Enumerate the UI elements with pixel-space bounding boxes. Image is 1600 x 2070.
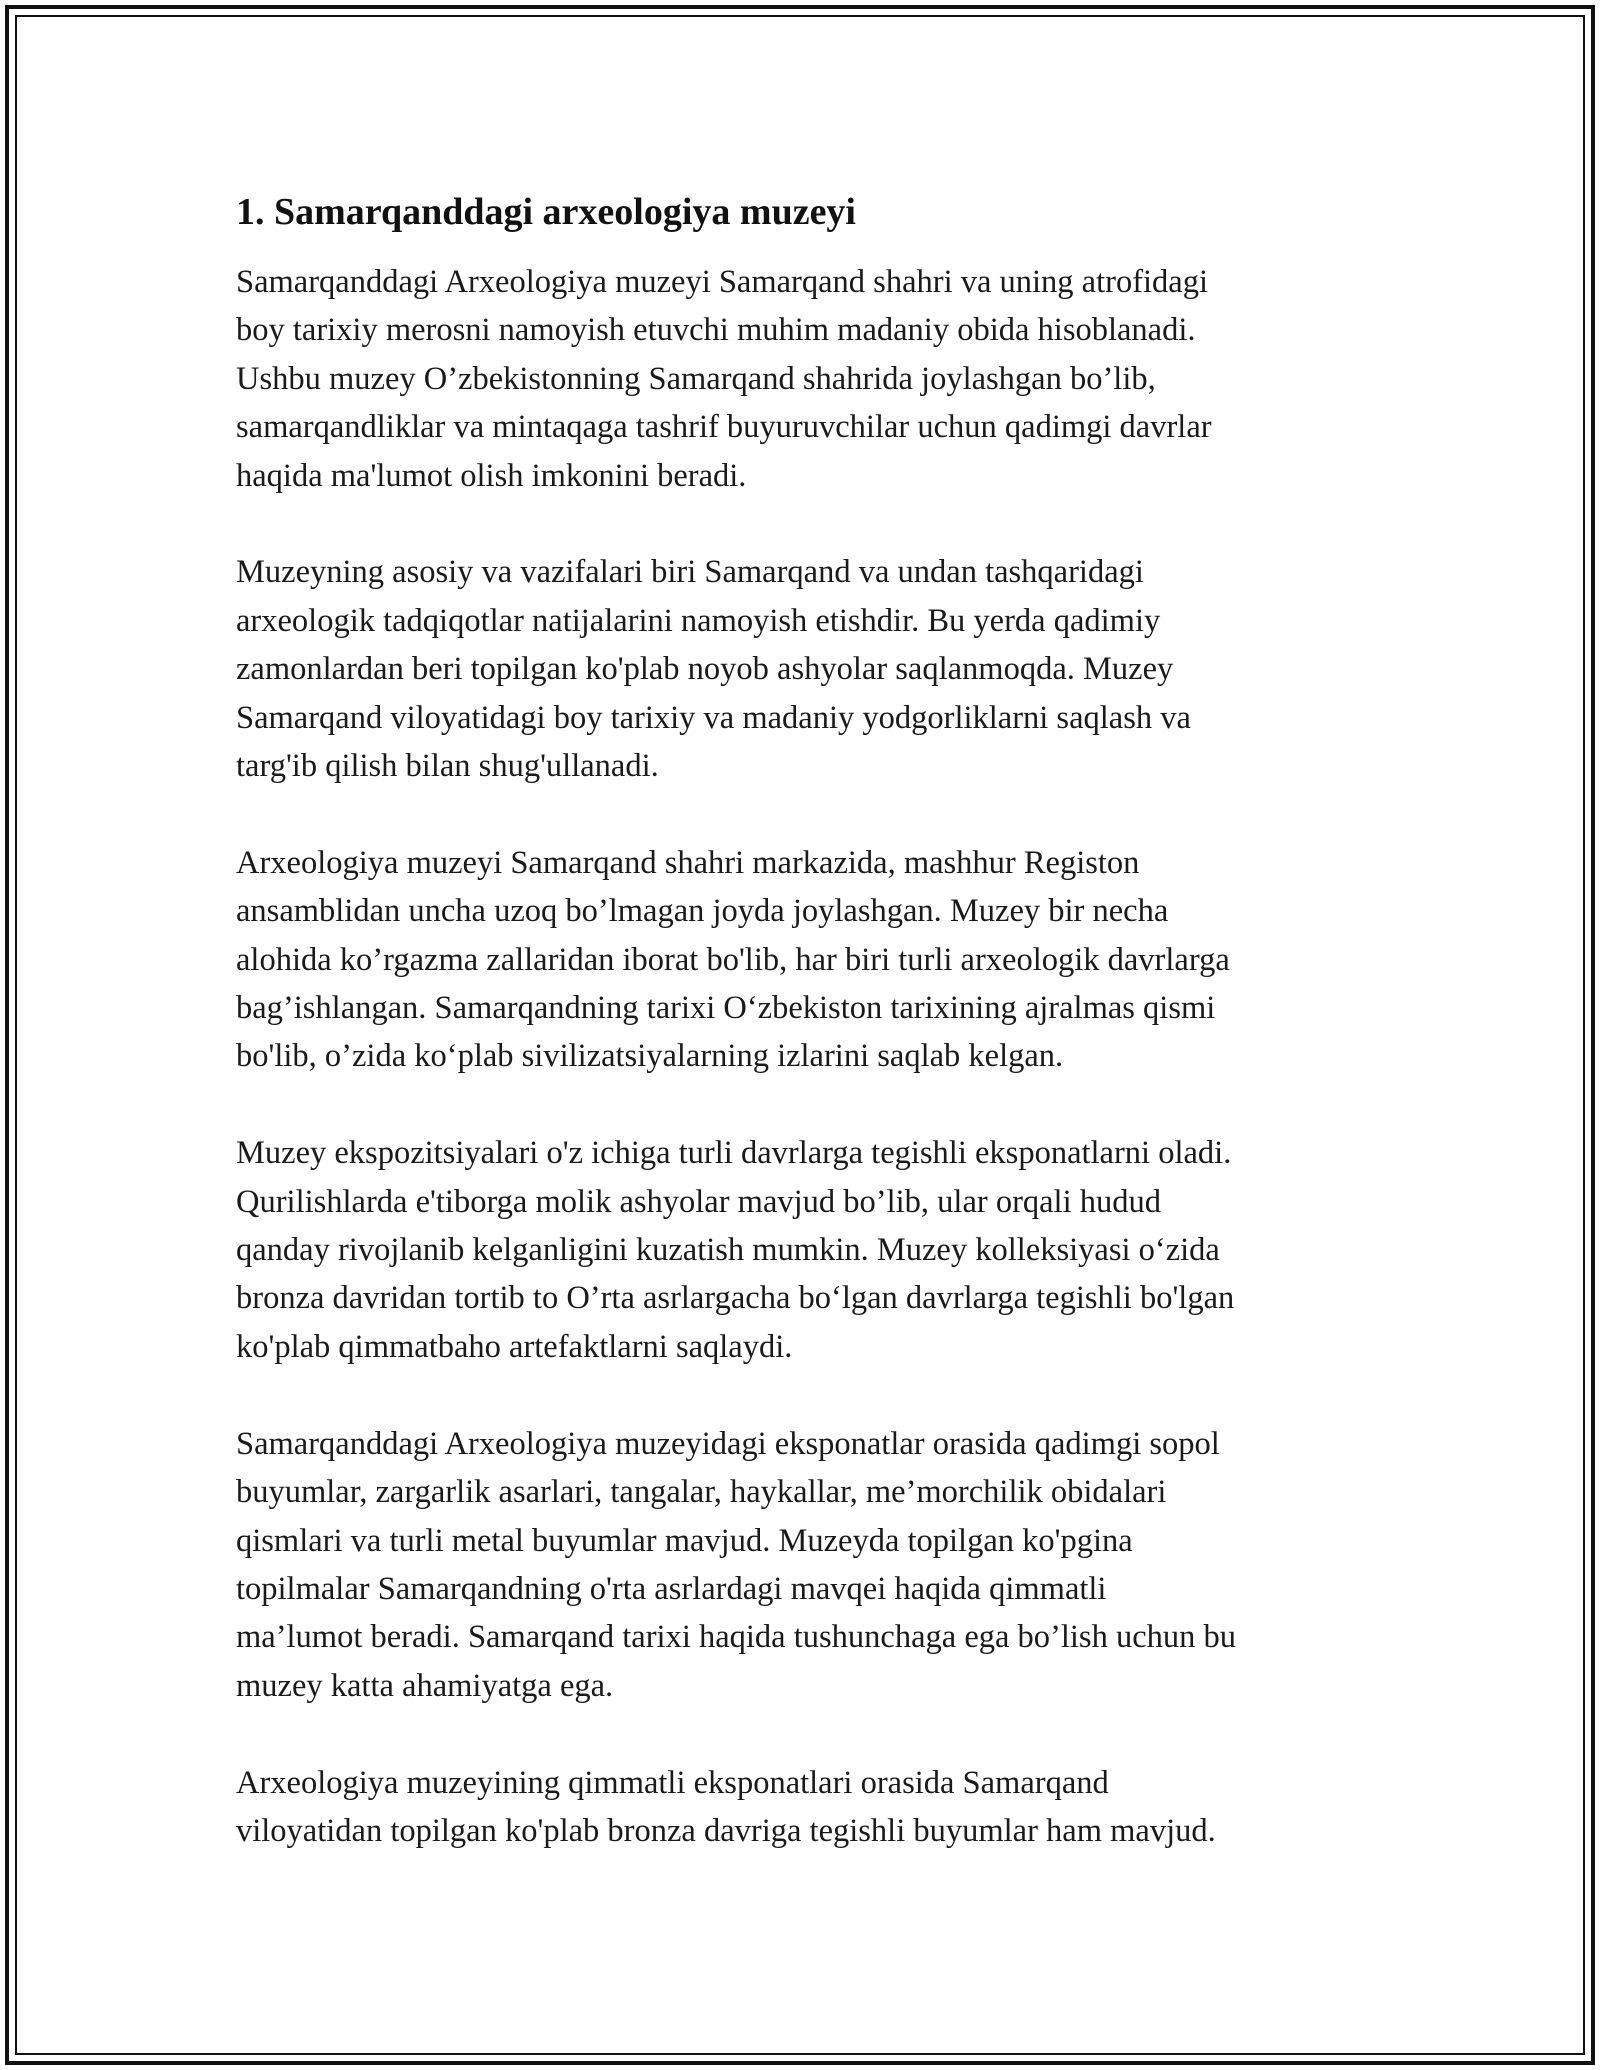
text-line: targ'ib qilish bilan shug'ullanadi. <box>236 748 659 785</box>
text-line: Arxeologiya muzeyining qimmatli eksponatlari orasida Samarqand <box>236 1764 1109 1801</box>
text-line: boy tarixiy merosni namoyish etuvchi muhim madaniy obida hisoblanadi. <box>236 312 1196 349</box>
text-line: bag’ishlangan. Samarqandning tarixi O‘zbekiston tarixining ajralmas qismi <box>236 990 1216 1027</box>
text-line: Samarqand viloyatidagi boy tarixiy va madaniy yodgorliklarni saqlash va <box>236 699 1191 736</box>
paragraph-4 <box>236 1129 1376 1371</box>
paragraph-1 <box>236 258 1376 500</box>
paragraph-3 <box>236 839 1376 1081</box>
text-line: Arxeologiya muzeyi Samarqand shahri markazida, mashhur Registon <box>236 844 1140 881</box>
paragraph-2 <box>236 548 1376 790</box>
text-line: zamonlardan beri topilgan ko'plab noyob ashyolar saqlanmoqda. Muzey <box>236 651 1174 688</box>
text-line: ansamblidan uncha uzoq bo’lmagan joyda joylashgan. Muzey bir necha <box>236 893 1169 930</box>
text-line: Ushbu muzey O’zbekistonning Samarqand shahrida joylashgan bo’lib, <box>236 360 1156 397</box>
text-line: Samarqanddagi Arxeologiya muzeyi Samarqand shahri va uning atrofidagi <box>236 264 1209 300</box>
text-line: bronza davridan tortib to O’rta asrlargacha bo‘lgan davrlarga tegishli bo'lgan <box>236 1280 1235 1317</box>
section-heading: 1. Samarqanddagi arxeologiya muzeyi <box>236 191 856 233</box>
text-line: alohida ko’rgazma zallaridan iborat bo'lib, har biri turli arxeologik davrlarga <box>236 941 1230 978</box>
text-line: ma’lumot beradi. Samarqand tarixi haqida tushunchaga ega bo’lish uchun bu <box>236 1619 1236 1656</box>
text-line: Samarqanddagi Arxeologiya muzeyidagi eksponatlar orasida qadimgi sopol <box>236 1425 1220 1462</box>
text-line: haqida ma'lumot olish imkonini beradi. <box>236 457 747 494</box>
text-line: muzey katta ahamiyatga ega. <box>236 1667 614 1704</box>
text-line: qismlari va turli metal buyumlar mavjud. Muzeyda topilgan ko'pgina <box>236 1522 1133 1559</box>
text-line: qanday rivojlanib kelganligini kuzatish mumkin. Muzey kolleksiyasi o‘zida <box>236 1232 1220 1269</box>
text-line: bo'lib, o’zida ko‘plab sivilizatsiyalarning izlarini saqlab kelgan. <box>236 1038 1064 1075</box>
paragraph-5 <box>236 1420 1376 1710</box>
paragraph-6 <box>236 1759 1376 1856</box>
text-line: viloyatidan topilgan ko'plab bronza davriga tegishli buyumlar ham mavjud. <box>236 1812 1216 1849</box>
text-line: Qurilishlarda e'tiborga molik ashyolar mavjud bo’lib, ular orqali hudud <box>236 1183 1161 1220</box>
text-line: arxeologik tadqiqotlar natijalarini namoyish etishdir. Bu yerda qadimiy <box>236 602 1161 639</box>
text-line: topilmalar Samarqandning o'rta asrlardagi mavqei haqida qimmatli <box>236 1570 1107 1607</box>
text-line: buyumlar, zargarlik asarlari, tangalar, haykallar, me’morchilik obidalari <box>236 1474 1167 1511</box>
document-body <box>236 186 1376 1904</box>
text-line: samarqandliklar va mintaqaga tashrif buyuruvchilar uchun qadimgi davrlar <box>236 409 1212 446</box>
text-line: Muzeyning asosiy va vazifalari biri Samarqand va undan tashqaridagi <box>236 554 1144 591</box>
text-line: Muzey ekspozitsiyalari o'z ichiga turli davrlarga tegishli eksponatlarni oladi. <box>236 1135 1232 1172</box>
text-line: ko'plab qimmatbaho artefaktlarni saqlaydi. <box>236 1328 793 1365</box>
